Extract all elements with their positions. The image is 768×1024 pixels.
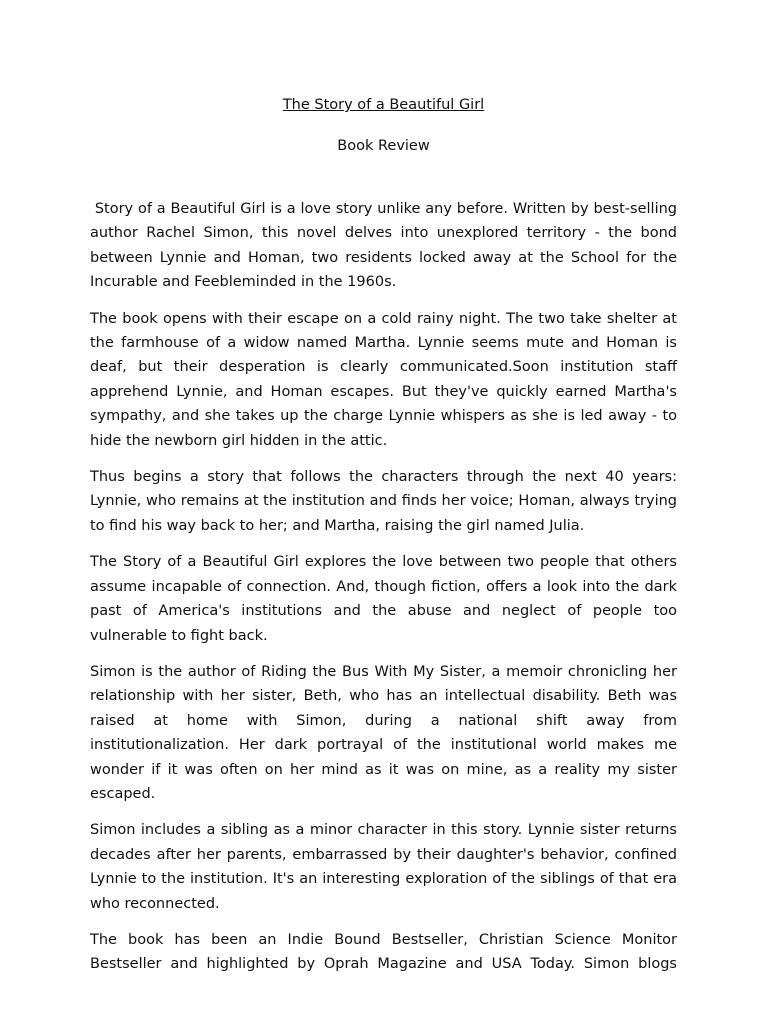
paragraph-1: Story of a Beautiful Girl is a love story unlike any before. Written by best-selling author Rachel Simon, this novel delves into unexplored territory - the bond between Lynnie and Homan, two residents locked away at the School for the Incurable and Feebleminded in the 1960s. (90, 201, 682, 291)
paragraph-4: The Story of a Beautiful Girl explores the love between two people that others assume incapable of connection. And, though fiction, offers a look into the dark past of America's institutions and the abuse and neglect of people too vulnerable to fight back. (90, 554, 677, 644)
paragraph-2: The book opens with their escape on a cold rainy night. The two take shelter at the farmhouse of a widow named Martha. Lynnie seems mute and Homan is deaf, but their desperation is clearly communicated.Soon institution staff apprehend Lynnie, and Homan escapes. But they've quickly earned Martha's sympathy, and she takes up the charge Lynnie whispers as she is led away - to hide the newborn girl hidden in the attic. (90, 310, 677, 449)
paragraph-6: Simon includes a sibling as a minor character in this story. Lynnie sister returns decades after her parents, embarrassed by their daughter's behavior, confined Lynnie to the institution. It's an interesting exploration of the siblings of that era who reconnected. (90, 822, 677, 912)
document-subtitle: Book Review (337, 138, 430, 154)
document-body (90, 197, 682, 977)
document-title: The Story of a Beautiful Girl (282, 97, 485, 113)
paragraph-5: Simon is the author of Riding the Bus With My Sister, a memoir chronicling her relationship with her sister, Beth, who has an intellectual disability. Beth was raised at home with Simon, during a national shift away from institutionalization. Her dark portrayal of the institutional world makes me wonder if it was often on her mind as it was on mine, as a reality my sister escaped. (90, 663, 677, 802)
document-page (90, 94, 682, 989)
paragraph-3: Thus begins a story that follows the characters through the next 40 years: Lynnie, who remains at the institution and finds her voice; Homan, always trying to find his way back to her; and Martha, raising the girl named Julia. (90, 469, 677, 534)
paragraph-7: The book has been an Indie Bound Bestseller, Christian Science Monitor Bestseller and highlighted by Oprah Magazine and USA Today. Simon blogs (90, 931, 677, 973)
